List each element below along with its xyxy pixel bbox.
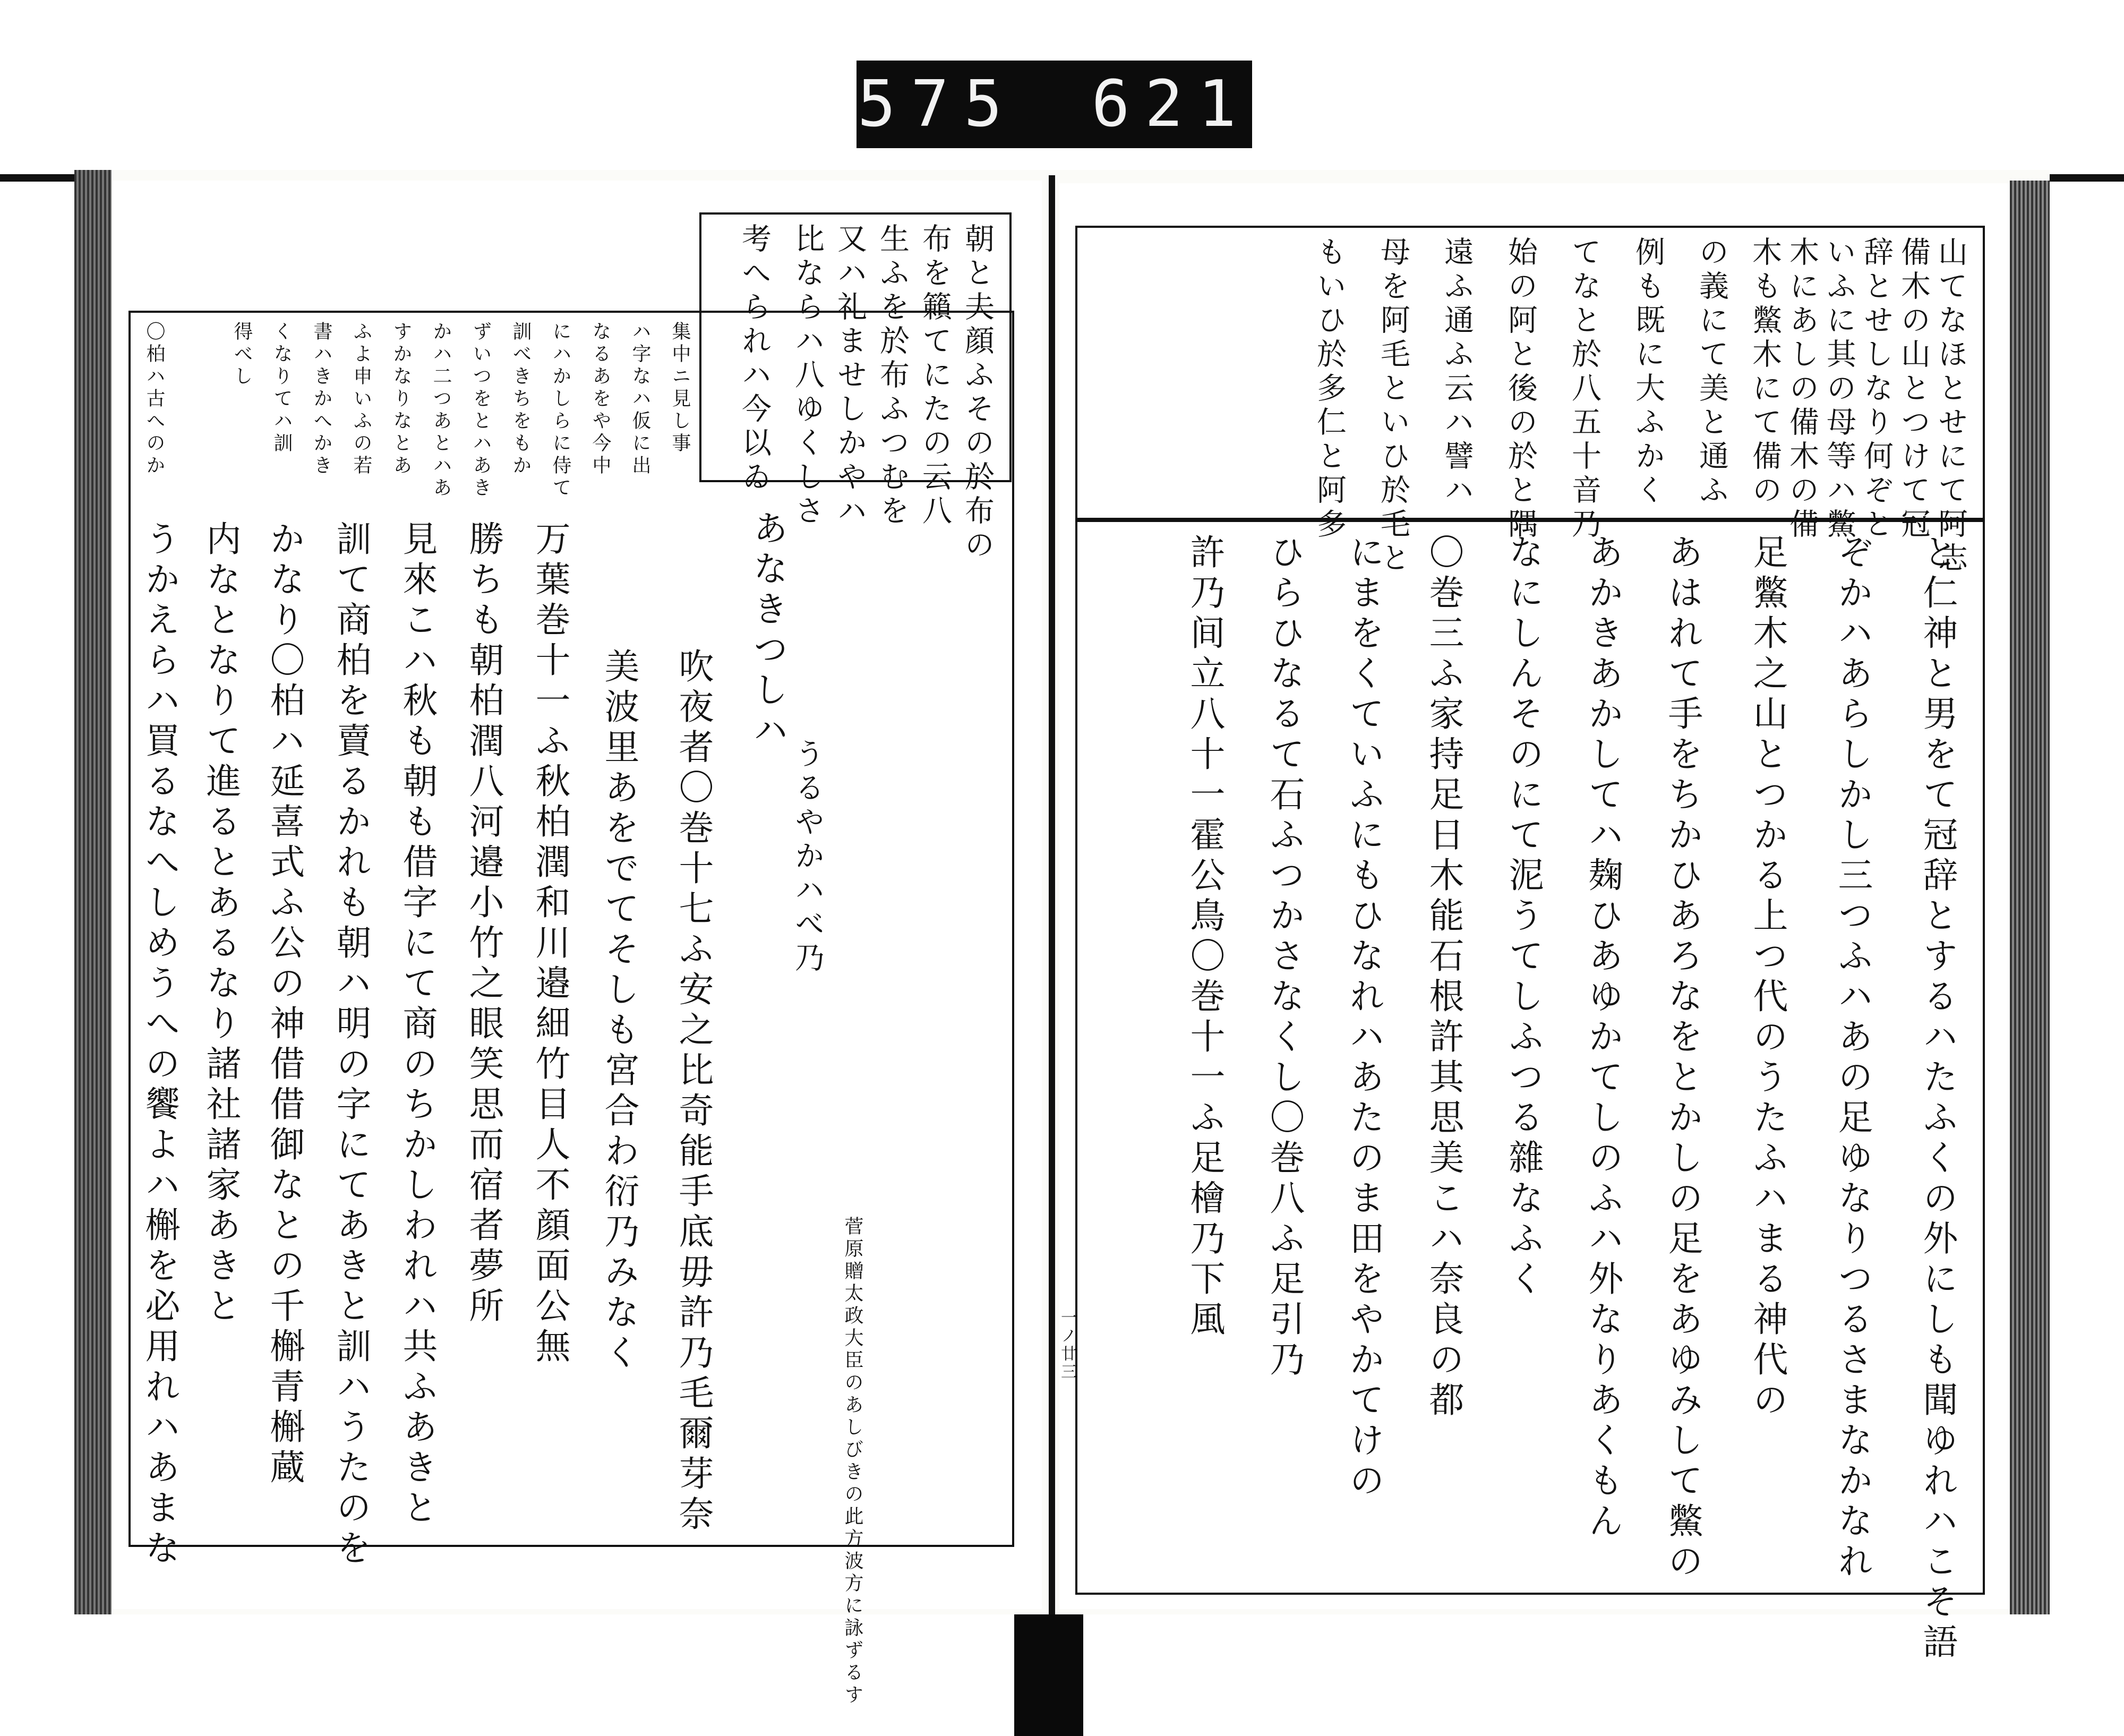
right-main-col-2: ぞかハあらしかし三つふハあの足ゆなりつるさまなかなれ [1832, 534, 1873, 1583]
left-main-col-8: 訓て商柏を賣るかれも朝ハ明の字にてあきと訓ハうたのを [330, 520, 371, 1570]
right-main-col-4: あはれて手をちかひあろなをとかしの足をあゆみして鱉の [1662, 534, 1703, 1583]
right-box-col-9: てなと於八五十音乃 [1567, 236, 1601, 542]
left-page [113, 181, 1042, 1707]
left-main-col-11: うかえらハ買るなへしめうへの饗よハ槲を必用れハあまな [139, 520, 180, 1570]
counter-right: 621 [1091, 67, 1252, 141]
left-small-col-12: 得べし [231, 321, 253, 388]
folio-number: 一ノ廿三 [1058, 1309, 1076, 1381]
left-small-col-3: なるあをや今中 [589, 321, 611, 477]
right-box-col-11: 遠ふ通ふ云ハ譬ハ [1440, 236, 1474, 508]
right-box-col-3: 辞とせしなり何ぞと [1859, 236, 1894, 542]
left-main-col-10: 内なとなりて進るとあるなり諸社諸家あきと [200, 520, 241, 1328]
left-small-col-6: ずいつをとハあき [470, 321, 492, 500]
right-page [1058, 183, 2010, 1664]
left-small-col-13: 〇柏ハ古へのか [143, 321, 165, 477]
left-box-col-3: 生ふを於布ふつむを [875, 223, 910, 529]
book-gutter [1049, 175, 1055, 1736]
left-box-col-2: 布を籟てにたの云八 [918, 223, 952, 529]
right-box-col-12: 母を阿毛といひ於毛と [1376, 236, 1410, 576]
left-box-col-4: 又ハ礼ませしかやハ [833, 223, 867, 529]
left-box-col-6: 考へられハ今以ゐ [737, 223, 772, 495]
right-box-col-8: 例も既に大ふかく [1631, 236, 1665, 508]
frame-counter-label [857, 61, 1252, 148]
left-main-col-3: 吹夜者〇巻十七ふ安之比奇能手底毋許乃毛爾芽奈 [673, 648, 714, 1536]
right-main-col-5: あかきあかしてハ麹ひあゆかてしのふハ外なりあくもん [1582, 534, 1623, 1543]
left-small-col-7: かハ二つあとハあ [430, 321, 452, 500]
right-box-col-6: 木も鱉木にて備の [1748, 236, 1782, 508]
right-box-col-5: 木にあしの備木の備 [1785, 236, 1819, 542]
left-main-col-7: 見來こハ秋も朝も借字にて商のちかしわれハ共ふあきと [397, 520, 438, 1529]
left-small-col-2: ハ字なハ仮に出 [629, 321, 651, 477]
left-page-edge [74, 170, 112, 1614]
left-annotation: 菅原贈太政大臣のあしびきの此方波方に詠ずるす [842, 1216, 863, 1707]
left-small-col-9: ふよ申いふの若 [350, 321, 372, 477]
left-small-col-5: 訓べきちをもか [510, 321, 532, 477]
right-box-col-7: の義にて美と通ふ [1694, 236, 1729, 508]
right-box-col-10: 始の阿と後の於と隅 [1503, 236, 1538, 542]
left-small-col-4: にハかしらに侍て [550, 321, 571, 500]
right-main-col-8: にまをくていふにもひなれハあたのま田をやかてけの [1343, 534, 1384, 1502]
right-main-col-3: 足鱉木之山とつかる上つ代のうたふハまる神代の [1747, 534, 1788, 1422]
right-page-edge [2010, 181, 2050, 1614]
left-main-col-6: 勝ちも朝柏潤八河邉小竹之眼笑思而宿者夢所 [463, 520, 504, 1328]
right-box-col-2: 備木の山とつけて冠 [1896, 236, 1931, 542]
right-main-col-9: ひらひなるて石ふつかさなくし〇巻八ふ足引乃 [1264, 534, 1305, 1381]
left-box-col-1: 朝と夫顔ふその於布の [960, 223, 995, 563]
left-box-col-5: 比ならハ八ゆくしさ [790, 223, 825, 529]
left-main-col-4: 美波里あをでてそしも宮合わ衍乃みなく [598, 648, 639, 1374]
right-box-col-4: いふに其の母等ハ鱉 [1822, 236, 1856, 542]
right-main-col-10: 許乃间立八十一霍公鳥〇巻十一ふ足檜乃下風 [1184, 534, 1225, 1341]
left-small-col-10: 書ハきかへかき [311, 321, 332, 477]
bookmark-tassel [1014, 1614, 1083, 1736]
right-main-col-1: と仁神と男をて冠辞とするハたふくの外にしも聞ゆれハこそ語 [1917, 534, 1958, 1664]
right-main-col-7: 〇巻三ふ家持足日木能石根許其思美こハ奈良の都 [1423, 534, 1464, 1422]
left-small-col-1: 集中ニ見し事 [669, 321, 691, 455]
left-main-col-5: 万葉巻十一ふ秋柏潤和川邉細竹目人不顔面公無 [529, 520, 570, 1368]
right-box-col-1: 山てなほとせにて阿志 [1933, 236, 1968, 576]
right-main-col-6: なにしんそのにて泥うてしふつる雜なふく [1503, 534, 1544, 1301]
left-small-col-11: くなりてハ訓 [271, 321, 293, 455]
counter-left: 575 [857, 67, 1017, 141]
left-main-col-1: あなきつしハ [747, 510, 788, 752]
right-box-col-13: もいひ於多仁と阿多 [1312, 236, 1347, 542]
left-main-col-2: うるやかハべ乃 [790, 738, 825, 976]
left-main-col-9: かなり〇柏ハ延喜式ふ公の神借借御なとの千槲青槲蔵 [264, 520, 305, 1489]
left-small-col-8: すかなりなとあ [390, 321, 412, 477]
